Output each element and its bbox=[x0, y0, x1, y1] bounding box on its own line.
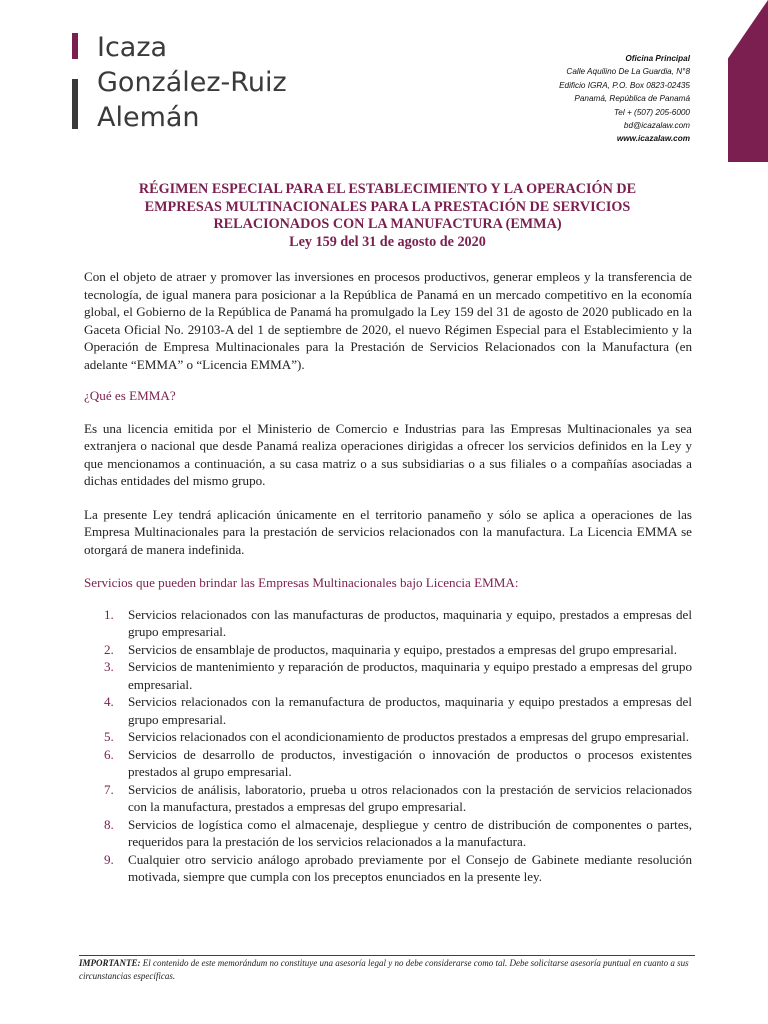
important-label: IMPORTANTE: bbox=[79, 958, 141, 968]
office-line: Calle Aquilino De La Guardia, N°8 bbox=[566, 67, 690, 77]
disclaimer-text: El contenido de este memorándum no constituye una asesoría legal y no debe considerarse como tal. Debe solicitarse asesoría puntual en cuanto a sus circunstancias específicas. bbox=[79, 958, 689, 981]
list-item bbox=[84, 641, 692, 659]
list-item-text: Servicios relacionados con las manufacturas de productos, maquinaria y equipo, prestados a empresas del grupo empresarial. bbox=[128, 606, 692, 639]
list-item bbox=[84, 851, 692, 886]
office-email[interactable]: bd@icazalaw.com bbox=[623, 121, 690, 131]
list-item-text: Servicios de mantenimiento y reparación de productos, maquinaria y equipo prestado a empresas del grupo empresarial. bbox=[128, 659, 692, 692]
list-item bbox=[84, 728, 692, 746]
list-item bbox=[84, 746, 692, 781]
list-item bbox=[84, 693, 692, 728]
services-heading: Servicios que pueden brindar las Empresas Multinacionales bajo Licencia EMMA: bbox=[84, 575, 519, 590]
list-number: 1. bbox=[104, 606, 114, 622]
list-number: 3. bbox=[104, 659, 114, 674]
list-item bbox=[84, 658, 692, 693]
list-number: 7. bbox=[104, 781, 114, 797]
list-number: 9. bbox=[104, 851, 114, 867]
intro-paragraph: Con el objeto de atraer y promover las inversiones en procesos productivos, generar empleos y la transferencia de tecnología, de igual manera para posicionar a la República de Panamá en un mercado competitivo en la economía global, el Gobierno de la República de Panamá ha promulgado la Ley 159 del 31 de agosto de 2020 publicado en la Gaceta Oficial No. 29103-A del 1 de septiembre de 2020, el nuevo Régimen Especial para el Establecimiento y la Operación de Empresa Multinacionales para la Prestación de Servicios Relacionados con la Manufactura (en adelante “EMMA” o “Licencia EMMA”). bbox=[84, 269, 692, 372]
list-number: 4. bbox=[104, 694, 114, 709]
list-item-text: Servicios de desarrollo de productos, investigación o innovación de productos o procesos existentes prestados al grupo empresarial. bbox=[128, 746, 692, 779]
list-item-text: Servicios relacionados con el acondicionamiento de productos prestados a empresas del grupo empresarial. bbox=[128, 729, 690, 744]
logo-line: Alemán bbox=[97, 102, 200, 133]
list-item-text: Cualquier otro servicio análogo aprobado previamente por el Consejo de Gabinete mediante resolución motivada, siempre que cumpla con los preceptos enunciados en la presente ley. bbox=[128, 851, 692, 884]
title-line: RELACIONADOS CON LA MANUFACTURA (EMMA) bbox=[213, 216, 562, 232]
document-title bbox=[100, 181, 675, 251]
logo-line: González-Ruiz bbox=[97, 67, 287, 98]
logo-bar bbox=[72, 79, 78, 129]
logo-accent-bar bbox=[72, 33, 78, 59]
logo-wordmark bbox=[97, 30, 287, 135]
document-body bbox=[84, 268, 692, 886]
office-address-block bbox=[460, 52, 690, 146]
title-line: EMPRESAS MULTINACIONALES PARA LA PRESTACIÓN DE SERVICIOS bbox=[144, 198, 631, 215]
title-line: RÉGIMEN ESPECIAL PARA EL ESTABLECIMIENTO Y LA OPERACIÓN DE bbox=[138, 181, 637, 197]
footer-disclaimer bbox=[79, 955, 695, 982]
list-number: 5. bbox=[104, 729, 114, 744]
logo-line: Icaza bbox=[97, 32, 168, 63]
office-line: Panamá, República de Panamá bbox=[574, 94, 690, 104]
list-item-text: Servicios de logística como el almacenaje, despliegue y centro de distribución de componentes o partes, requeridos para la prestación de los servicios relacionados a la manufactura. bbox=[128, 816, 692, 849]
list-number: 6. bbox=[104, 746, 114, 762]
list-item bbox=[84, 816, 692, 851]
office-website[interactable]: www.icazalaw.com bbox=[616, 134, 690, 144]
list-item bbox=[84, 606, 692, 641]
office-line: Edificio IGRA, P.O. Box 0823-02435 bbox=[559, 80, 690, 90]
office-title: Oficina Principal bbox=[625, 54, 690, 63]
scope-paragraph: La presente Ley tendrá aplicación únicamente en el territorio panameño y sólo se aplica a operaciones de las Empresa Multinacionales para la prestación de servicios relacionados con la manufactura. La Licencia EMMA se otorgará de manera indefinida. bbox=[84, 506, 692, 557]
office-phone: Tel + (507) 205-6000 bbox=[614, 107, 690, 117]
definition-paragraph: Es una licencia emitida por el Ministerio de Comercio e Industrias para las Empresas Multinacionales ya sea extranjera o nacional que desde Panamá realiza operaciones dirigidas a ofrecer los servicios definidos en la Ley y que mencionamos a continuación, a su casa matriz o a sus subsidiarias o a sus filiales o a compañías asociadas a dichas entidades del mismo grupo. bbox=[84, 420, 692, 488]
services-list bbox=[84, 606, 692, 886]
list-number: 8. bbox=[104, 816, 114, 832]
list-item-text: Servicios relacionados con la remanufactura de productos, maquinaria y equipo prestados a empresas del grupo empresarial. bbox=[128, 694, 692, 727]
list-item-text: Servicios de análisis, laboratorio, prueba u otros relacionados con la prestación de servicios relacionados con la manufactura, prestados a empresas del grupo empresarial. bbox=[128, 781, 692, 814]
corner-decoration bbox=[728, 0, 768, 162]
list-number: 2. bbox=[104, 641, 114, 657]
section-heading: ¿Qué es EMMA? bbox=[84, 388, 176, 403]
list-item bbox=[84, 781, 692, 816]
list-item-text: Servicios de ensamblaje de productos, maquinaria y equipo, prestados a empresas del grupo empresarial. bbox=[128, 641, 678, 657]
law-reference: Ley 159 del 31 de agosto de 2020 bbox=[289, 233, 486, 250]
